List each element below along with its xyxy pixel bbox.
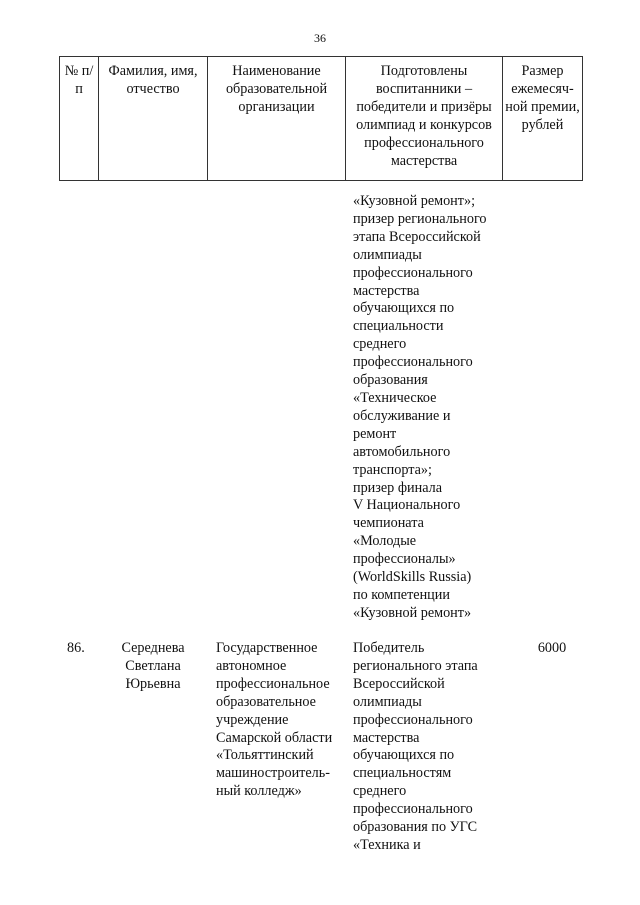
text-line: «Молодые	[353, 533, 417, 550]
page-number: 36	[314, 31, 326, 45]
text-line: олимпиады	[353, 246, 422, 263]
text-line: (WorldSkills Russia)	[353, 569, 472, 586]
text-line: по компетенции	[353, 586, 450, 603]
text-line: образования	[353, 372, 428, 389]
text-line: образования по УГС	[353, 819, 478, 836]
text-line: специальности	[353, 318, 444, 335]
text-line: Всероссийской	[353, 675, 445, 692]
text-line: Самарской области	[216, 729, 333, 746]
header-prize: Размер ежемесяч-ной премии, рублей	[503, 57, 583, 181]
text-line: «Кузовной ремонт»	[353, 604, 472, 621]
text-line: специальностям	[353, 765, 452, 782]
text-line: олимпиады	[353, 693, 422, 710]
text-line: обучающихся по	[353, 300, 455, 317]
text-line: транспорта»;	[353, 461, 432, 478]
text-line: среднего	[353, 336, 407, 353]
text-line: обучающихся по	[353, 747, 455, 764]
text-line: регионального этапа	[353, 657, 478, 674]
row-achievements	[353, 640, 478, 855]
text-line: мастерства	[353, 729, 420, 746]
table-header	[59, 56, 583, 181]
text-line: профессионального	[353, 354, 473, 371]
row-prize-amount: 6000	[537, 640, 567, 656]
text-line: автономное	[216, 657, 287, 674]
text-line: чемпионата	[353, 515, 424, 532]
row-organization	[216, 640, 332, 801]
header-num: № п/п	[60, 57, 99, 181]
text-line: «Кузовной ремонт»;	[353, 193, 476, 209]
text-line: ремонт	[353, 425, 397, 442]
text-line: Середнева	[121, 640, 185, 656]
header-org: Наименование образовательной организации	[208, 57, 346, 181]
header-name: Фамилия, имя, отчество	[99, 57, 208, 181]
text-line: призер финала	[353, 479, 442, 496]
text-line: Юрьевна	[125, 675, 181, 692]
text-line: Победитель	[353, 640, 425, 656]
text-line: образовательное	[216, 693, 316, 710]
header-row	[60, 57, 583, 181]
text-line: «Техника и	[353, 836, 421, 853]
text-line: профессионального	[353, 264, 473, 281]
header-achievements: Подготовлены воспитанники – победители и призёры олимпиад и конкурсов профессионального мастерства	[346, 57, 503, 181]
text-line: профессионального	[353, 801, 473, 818]
text-line: призер регионального	[353, 210, 487, 227]
text-line: профессионального	[353, 711, 473, 728]
text-line: мастерства	[353, 282, 420, 299]
text-line: учреждение	[216, 711, 289, 728]
text-line: Государственное	[216, 640, 318, 656]
row-number: 86.	[67, 640, 85, 656]
text-line: V Национального	[353, 497, 461, 514]
text-line: обслуживание и	[353, 407, 451, 424]
text-line: этапа Всероссийской	[353, 228, 481, 245]
continuation-achievements	[353, 193, 487, 623]
row-full-name	[100, 640, 206, 694]
text-line: Светлана	[125, 657, 181, 674]
text-line: среднего	[353, 783, 407, 800]
text-line: «Тольяттинский	[216, 747, 314, 764]
text-line: ный колледж»	[216, 783, 302, 800]
text-line: автомобильного	[353, 443, 451, 460]
text-line: профессионалы»	[353, 551, 456, 568]
text-line: профессиональное	[216, 675, 330, 692]
text-line: машиностроитель-	[216, 765, 330, 782]
text-line: «Техническое	[353, 389, 437, 406]
